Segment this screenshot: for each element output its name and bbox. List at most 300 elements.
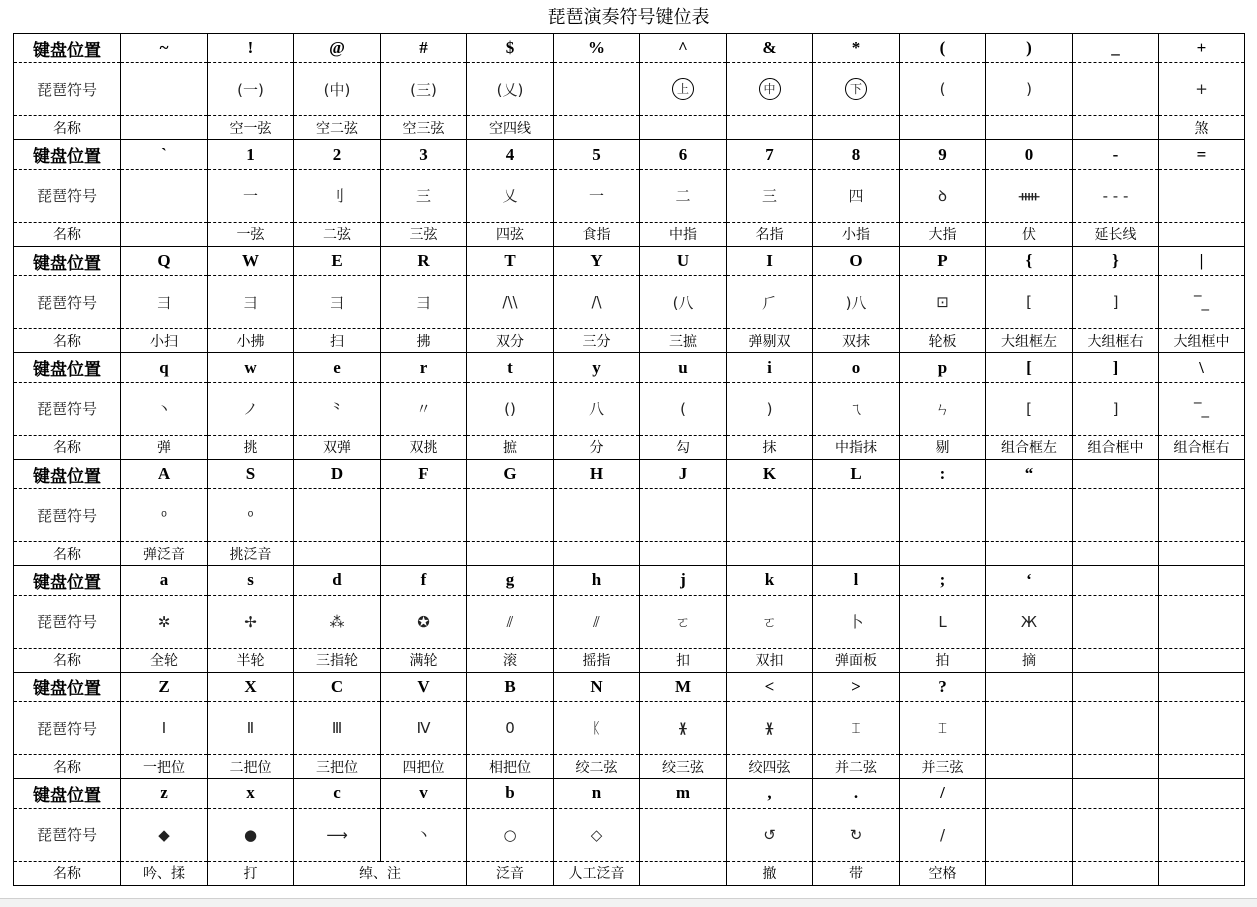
name-cell: 小扫 — [121, 329, 208, 353]
symbol-cell — [1159, 595, 1245, 648]
symbol-cell: ● — [208, 808, 294, 861]
name-cell — [294, 542, 381, 566]
symbol-cell — [381, 489, 467, 542]
key-cell: l — [813, 566, 900, 595]
name-cell — [1159, 542, 1245, 566]
key-cell: A — [121, 459, 208, 488]
name-cell: 双分 — [467, 329, 554, 353]
pipa-symbol-header: 琵琶符号 — [14, 702, 121, 755]
key-cell: 9 — [900, 140, 986, 169]
key-cell: W — [208, 246, 294, 275]
key-cell: H — [554, 459, 640, 488]
key-cell: f — [381, 566, 467, 595]
key-cell: 3 — [381, 140, 467, 169]
key-cell: | — [1159, 246, 1245, 275]
symbol-cell: Ж — [986, 595, 1073, 648]
symbol-cell — [1159, 169, 1245, 222]
key-cell: & — [727, 34, 813, 63]
symbol-cell — [986, 489, 1073, 542]
symbol-cell: + — [1159, 63, 1245, 116]
circled-symbol: 上 — [672, 78, 694, 100]
pipa-symbol-header: 琵琶符号 — [14, 595, 121, 648]
symbol-cell — [986, 808, 1073, 861]
name-cell: 并三弦 — [900, 755, 986, 779]
name-cell: 打 — [208, 861, 294, 885]
name-cell: 一把位 — [121, 755, 208, 779]
name-cell — [1073, 116, 1159, 140]
name-header: 名称 — [14, 755, 121, 779]
symbol-cell: L — [900, 595, 986, 648]
symbol-cell: - - - — [1073, 169, 1159, 222]
key-cell: E — [294, 246, 381, 275]
symbol-cell — [727, 63, 813, 116]
key-cell: @ — [294, 34, 381, 63]
table-row — [14, 459, 1245, 488]
key-cell: ^ — [640, 34, 727, 63]
name-cell: 大组框左 — [986, 329, 1073, 353]
symbol-cell — [1073, 489, 1159, 542]
name-cell: 双挑 — [381, 435, 467, 459]
symbol-cell: / — [900, 808, 986, 861]
key-cell: y — [554, 353, 640, 382]
key-cell: w — [208, 353, 294, 382]
name-cell: 绰、注 — [294, 861, 467, 885]
key-cell: ] — [1073, 353, 1159, 382]
name-cell: 二弦 — [294, 222, 381, 246]
name-cell: 绞二弦 — [554, 755, 640, 779]
key-cell: Z — [121, 672, 208, 701]
name-cell — [1159, 222, 1245, 246]
symbol-cell: [ — [986, 276, 1073, 329]
table-row — [14, 755, 1245, 779]
symbol-cell — [1073, 595, 1159, 648]
symbol-cell — [208, 489, 294, 542]
key-cell: r — [381, 353, 467, 382]
symbol-cell: ᛕ — [554, 702, 640, 755]
keyboard-position-header: 键盘位置 — [14, 140, 121, 169]
name-cell: 煞 — [1159, 116, 1245, 140]
name-cell — [986, 542, 1073, 566]
key-cell: + — [1159, 34, 1245, 63]
name-cell — [640, 861, 727, 885]
key-cell: ( — [900, 34, 986, 63]
key-cell: g — [467, 566, 554, 595]
key-cell: V — [381, 672, 467, 701]
symbol-cell: ㄛ — [640, 595, 727, 648]
name-cell: 轮板 — [900, 329, 986, 353]
key-cell: . — [813, 779, 900, 808]
symbol-cell — [813, 63, 900, 116]
pipa-symbol-header: 琵琶符号 — [14, 63, 121, 116]
symbol-cell: Ⅰ — [121, 702, 208, 755]
name-cell: 大指 — [900, 222, 986, 246]
key-cell: G — [467, 459, 554, 488]
symbol-cell: ✲ — [121, 595, 208, 648]
name-cell — [986, 755, 1073, 779]
symbol-cell: 卜 — [813, 595, 900, 648]
key-cell: ~ — [121, 34, 208, 63]
name-cell: 绞四弦 — [727, 755, 813, 779]
key-cell: O — [813, 246, 900, 275]
name-cell: 吟、揉 — [121, 861, 208, 885]
symbol-cell: ㄛ — [727, 595, 813, 648]
key-cell: 2 — [294, 140, 381, 169]
symbol-cell — [1073, 702, 1159, 755]
name-cell: 三弦 — [381, 222, 467, 246]
name-cell: 三指轮 — [294, 648, 381, 672]
table-row — [14, 169, 1245, 222]
symbol-cell: 三 — [727, 169, 813, 222]
key-cell: u — [640, 353, 727, 382]
symbol-cell — [554, 63, 640, 116]
symbol-cell: 〃 — [381, 382, 467, 435]
table-row — [14, 566, 1245, 595]
symbol-cell — [640, 63, 727, 116]
key-cell: n — [554, 779, 640, 808]
name-cell: 摭 — [467, 435, 554, 459]
name-cell: 摇指 — [554, 648, 640, 672]
key-cell: q — [121, 353, 208, 382]
name-cell — [813, 116, 900, 140]
circled-symbol: 下 — [845, 78, 867, 100]
key-cell: Q — [121, 246, 208, 275]
key-cell: B — [467, 672, 554, 701]
name-cell: 摘 — [986, 648, 1073, 672]
symbol-cell: ᚕ — [640, 702, 727, 755]
symbol-cell: ⺀ — [294, 382, 381, 435]
key-cell: e — [294, 353, 381, 382]
symbol-cell: 三 — [381, 169, 467, 222]
symbol-cell: 四 — [813, 169, 900, 222]
name-cell: 组合框左 — [986, 435, 1073, 459]
key-cell: 6 — [640, 140, 727, 169]
key-cell: 1 — [208, 140, 294, 169]
name-header: 名称 — [14, 116, 121, 140]
key-cell: : — [900, 459, 986, 488]
name-cell: 全轮 — [121, 648, 208, 672]
symbol-cell: ‾_ — [1159, 382, 1245, 435]
name-cell: 组合框中 — [1073, 435, 1159, 459]
name-cell: 中指 — [640, 222, 727, 246]
name-cell: 弹剔双 — [727, 329, 813, 353]
key-cell: [ — [986, 353, 1073, 382]
symbol-cell: (八 — [640, 276, 727, 329]
key-cell: { — [986, 246, 1073, 275]
key-cell: D — [294, 459, 381, 488]
key-cell: / — [900, 779, 986, 808]
name-cell: 小拂 — [208, 329, 294, 353]
name-cell: 抹 — [727, 435, 813, 459]
key-cell: # — [381, 34, 467, 63]
key-cell: 5 — [554, 140, 640, 169]
symbol-cell: ✪ — [381, 595, 467, 648]
key-cell — [1073, 459, 1159, 488]
symbol-cell: ◆ — [121, 808, 208, 861]
symbol-cell: Ⅲ — [294, 702, 381, 755]
table-row — [14, 222, 1245, 246]
key-cell — [1159, 459, 1245, 488]
name-cell — [986, 116, 1073, 140]
name-cell — [727, 542, 813, 566]
pipa-symbol-header: 琵琶符号 — [14, 808, 121, 861]
key-cell: X — [208, 672, 294, 701]
name-header: 名称 — [14, 861, 121, 885]
symbol-cell — [640, 808, 727, 861]
keyboard-position-header: 键盘位置 — [14, 779, 121, 808]
key-cell: } — [1073, 246, 1159, 275]
key-cell: U — [640, 246, 727, 275]
symbol-cell: ⺕ — [121, 276, 208, 329]
name-cell: 空格 — [900, 861, 986, 885]
table-row — [14, 672, 1245, 701]
name-cell: 撤 — [727, 861, 813, 885]
table-title: 琵琶演奏符号键位表 — [547, 7, 710, 28]
key-cell — [1073, 779, 1159, 808]
keyboard-position-header: 键盘位置 — [14, 353, 121, 382]
keyboard-symbol-table — [13, 33, 1245, 886]
key-cell: t — [467, 353, 554, 382]
symbol-cell: 八 — [554, 382, 640, 435]
name-cell: 满轮 — [381, 648, 467, 672]
symbol-cell: ) — [727, 382, 813, 435]
name-cell: 延长线 — [1073, 222, 1159, 246]
name-cell — [1159, 648, 1245, 672]
key-cell — [986, 672, 1073, 701]
key-cell — [986, 779, 1073, 808]
name-cell: 分 — [554, 435, 640, 459]
table-row — [14, 382, 1245, 435]
table-row — [14, 779, 1245, 808]
table-row — [14, 648, 1245, 672]
table-row — [14, 34, 1245, 63]
name-cell: 二把位 — [208, 755, 294, 779]
symbol-cell: Ⅱ — [208, 702, 294, 755]
table-row — [14, 595, 1245, 648]
name-header: 名称 — [14, 222, 121, 246]
symbol-cell: ㄣ — [900, 382, 986, 435]
symbol-cell: ⊡ — [900, 276, 986, 329]
symbol-cell: (一) — [208, 63, 294, 116]
table-row — [14, 63, 1245, 116]
name-cell: 空二弦 — [294, 116, 381, 140]
symbol-cell — [294, 489, 381, 542]
name-cell: 弹 — [121, 435, 208, 459]
name-cell: 拍 — [900, 648, 986, 672]
key-cell: 0 — [986, 140, 1073, 169]
name-cell: 剔 — [900, 435, 986, 459]
key-cell: a — [121, 566, 208, 595]
symbol-cell — [1159, 702, 1245, 755]
name-cell: 拂 — [381, 329, 467, 353]
table-row — [14, 489, 1245, 542]
table-row — [14, 140, 1245, 169]
table-row — [14, 353, 1245, 382]
table-row — [14, 435, 1245, 459]
symbol-cell: 一 — [208, 169, 294, 222]
name-cell: 一弦 — [208, 222, 294, 246]
name-cell: 三把位 — [294, 755, 381, 779]
name-header: 名称 — [14, 648, 121, 672]
name-cell — [1073, 542, 1159, 566]
key-cell: % — [554, 34, 640, 63]
name-cell: 伏 — [986, 222, 1073, 246]
key-cell: j — [640, 566, 727, 595]
circled-symbol: 中 — [759, 78, 781, 100]
symbol-cell: ○ — [467, 808, 554, 861]
key-cell: c — [294, 779, 381, 808]
name-cell: 带 — [813, 861, 900, 885]
key-cell: T — [467, 246, 554, 275]
key-cell: ‘ — [986, 566, 1073, 595]
table-row — [14, 861, 1245, 885]
pipa-symbol-header: 琵琶符号 — [14, 169, 121, 222]
symbol-cell: 丶 — [121, 382, 208, 435]
key-cell: 4 — [467, 140, 554, 169]
table-row — [14, 246, 1245, 275]
name-cell — [900, 116, 986, 140]
symbol-cell: () — [467, 382, 554, 435]
symbol-cell: ⺕ — [381, 276, 467, 329]
key-cell: K — [727, 459, 813, 488]
key-cell: - — [1073, 140, 1159, 169]
name-cell: 大组框中 — [1159, 329, 1245, 353]
name-cell: 空三弦 — [381, 116, 467, 140]
key-cell: ? — [900, 672, 986, 701]
name-cell: 扫 — [294, 329, 381, 353]
name-cell: 挑 — [208, 435, 294, 459]
symbol-cell: ‾_ — [1159, 276, 1245, 329]
symbol-cell: ꝺ — [900, 169, 986, 222]
symbol-cell: ↻ — [813, 808, 900, 861]
key-cell: v — [381, 779, 467, 808]
symbol-cell: ⟶ — [294, 808, 381, 861]
name-cell: 大组框右 — [1073, 329, 1159, 353]
keyboard-position-header: 键盘位置 — [14, 566, 121, 595]
symbol-cell: ᚕ — [727, 702, 813, 755]
name-cell — [121, 116, 208, 140]
symbol-cell — [554, 489, 640, 542]
key-cell: \ — [1159, 353, 1245, 382]
name-cell: 小指 — [813, 222, 900, 246]
key-cell — [1159, 672, 1245, 701]
symbol-cell: /\\ — [467, 276, 554, 329]
key-cell: o — [813, 353, 900, 382]
name-cell — [727, 116, 813, 140]
name-cell: 食指 — [554, 222, 640, 246]
key-cell: Y — [554, 246, 640, 275]
name-cell: 勾 — [640, 435, 727, 459]
key-cell: M — [640, 672, 727, 701]
key-cell: , — [727, 779, 813, 808]
key-cell: z — [121, 779, 208, 808]
name-cell: 名指 — [727, 222, 813, 246]
name-cell — [640, 542, 727, 566]
key-cell: S — [208, 459, 294, 488]
symbol-cell: ⁂ — [294, 595, 381, 648]
key-cell: P — [900, 246, 986, 275]
name-cell: 四把位 — [381, 755, 467, 779]
name-cell — [986, 861, 1073, 885]
symbol-cell — [640, 489, 727, 542]
key-cell: b — [467, 779, 554, 808]
key-cell: < — [727, 672, 813, 701]
name-cell — [554, 542, 640, 566]
name-cell — [554, 116, 640, 140]
keyboard-position-header: 键盘位置 — [14, 459, 121, 488]
keyboard-position-header: 键盘位置 — [14, 246, 121, 275]
symbol-cell: ] — [1073, 276, 1159, 329]
name-cell: 弹泛音 — [121, 542, 208, 566]
key-cell: s — [208, 566, 294, 595]
key-cell — [1159, 566, 1245, 595]
symbol-cell: 乂 — [467, 169, 554, 222]
name-cell — [1073, 648, 1159, 672]
name-cell: 并二弦 — [813, 755, 900, 779]
key-cell: d — [294, 566, 381, 595]
key-cell: J — [640, 459, 727, 488]
key-cell: x — [208, 779, 294, 808]
name-header: 名称 — [14, 435, 121, 459]
table-row — [14, 702, 1245, 755]
key-cell: ` — [121, 140, 208, 169]
symbol-cell: ᚔ — [986, 169, 1073, 222]
symbol-cell — [121, 169, 208, 222]
name-cell: 泛音 — [467, 861, 554, 885]
symbol-cell: [ — [986, 382, 1073, 435]
name-cell — [467, 542, 554, 566]
name-cell: 相把位 — [467, 755, 554, 779]
symbol-cell: /\ — [554, 276, 640, 329]
symbol-cell: 0 — [467, 702, 554, 755]
name-cell: 扣 — [640, 648, 727, 672]
key-cell: C — [294, 672, 381, 701]
key-cell: _ — [1073, 34, 1159, 63]
symbol-cell: (乂) — [467, 63, 554, 116]
symbol-cell: 刂 — [294, 169, 381, 222]
name-cell: 空一弦 — [208, 116, 294, 140]
symbol-cell: ⺕ — [208, 276, 294, 329]
name-cell: 半轮 — [208, 648, 294, 672]
name-header: 名称 — [14, 329, 121, 353]
symbol-cell — [727, 489, 813, 542]
symbol-cell — [986, 702, 1073, 755]
key-cell — [1073, 566, 1159, 595]
name-cell — [1159, 755, 1245, 779]
name-cell — [640, 116, 727, 140]
key-cell: 7 — [727, 140, 813, 169]
key-cell: L — [813, 459, 900, 488]
symbol-cell: 丶 — [381, 808, 467, 861]
symbol-cell — [900, 489, 986, 542]
symbol-cell: ↺ — [727, 808, 813, 861]
key-cell: ; — [900, 566, 986, 595]
key-cell: R — [381, 246, 467, 275]
name-cell: 组合框右 — [1159, 435, 1245, 459]
symbol-cell: ( — [640, 382, 727, 435]
symbol-cell: ⫽ — [554, 595, 640, 648]
name-cell: 中指抹 — [813, 435, 900, 459]
symbol-cell: 一 — [554, 169, 640, 222]
symbol-cell: Ⅳ — [381, 702, 467, 755]
keyboard-position-header: 键盘位置 — [14, 672, 121, 701]
name-cell: 双抹 — [813, 329, 900, 353]
key-cell: ! — [208, 34, 294, 63]
symbol-cell: ◇ — [554, 808, 640, 861]
name-cell: 双扣 — [727, 648, 813, 672]
name-cell — [900, 542, 986, 566]
name-cell: 人工泛音 — [554, 861, 640, 885]
symbol-cell — [121, 63, 208, 116]
